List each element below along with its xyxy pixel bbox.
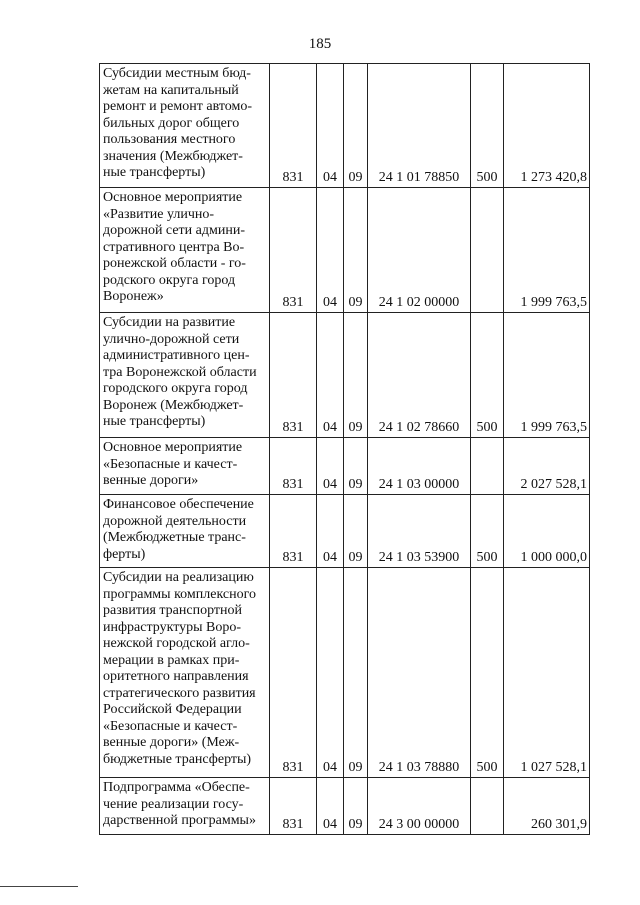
table-row: [100, 495, 590, 568]
subsection-code-cell: 09: [344, 64, 368, 188]
row-name-cell: Основное мероприятие «Развитие улично-дорожной сети админи-стративного центра Во-ронежской области - го-родского округа город Воронеж»: [100, 188, 270, 313]
target-article-cell: 24 3 00 00000: [368, 778, 471, 835]
subsection-code-cell: 09: [344, 568, 368, 778]
section-code-cell: 04: [317, 778, 344, 835]
target-article-cell: 24 1 03 00000: [368, 438, 471, 495]
amount-cell: 1 000 000,0: [504, 495, 590, 568]
amount-cell: 1 273 420,8: [504, 64, 590, 188]
amount-cell: 1 999 763,5: [504, 188, 590, 313]
ministry-code-cell: 831: [270, 778, 317, 835]
section-code-cell: 04: [317, 313, 344, 438]
expense-type-cell: 500: [471, 495, 504, 568]
row-name-cell: Финансовое обеспечение дорожной деятельности (Межбюджетные транс-ферты): [100, 495, 270, 568]
row-name-cell: Подпрограмма «Обеспе-чение реализации госу-дарственной программы»: [100, 778, 270, 835]
expense-type-cell: 500: [471, 64, 504, 188]
ministry-code-cell: 831: [270, 188, 317, 313]
footer-divider: [0, 886, 78, 887]
section-code-cell: 04: [317, 64, 344, 188]
target-article-cell: 24 1 02 78660: [368, 313, 471, 438]
target-article-cell: 24 1 02 00000: [368, 188, 471, 313]
amount-cell: 2 027 528,1: [504, 438, 590, 495]
table-row: [100, 778, 590, 835]
subsection-code-cell: 09: [344, 438, 368, 495]
subsection-code-cell: 09: [344, 313, 368, 438]
ministry-code-cell: 831: [270, 568, 317, 778]
table-row: [100, 568, 590, 778]
ministry-code-cell: 831: [270, 313, 317, 438]
expense-type-cell: [471, 438, 504, 495]
page-number: 185: [308, 36, 332, 52]
section-code-cell: 04: [317, 188, 344, 313]
row-name-cell: Основное мероприятие «Безопасные и качест-венные дороги»: [100, 438, 270, 495]
ministry-code-cell: 831: [270, 64, 317, 188]
row-name-cell: Субсидии на развитие улично-дорожной сети административного цен-тра Воронежской области городского округа город Воронеж (Межбюджет-ные трансферты): [100, 313, 270, 438]
section-code-cell: 04: [317, 495, 344, 568]
subsection-code-cell: 09: [344, 188, 368, 313]
ministry-code-cell: 831: [270, 495, 317, 568]
table-row: [100, 188, 590, 313]
expense-type-cell: 500: [471, 568, 504, 778]
target-article-cell: 24 1 01 78850: [368, 64, 471, 188]
row-name-cell: Субсидии местным бюд-жетам на капитальный ремонт и ремонт автомо-бильных дорог общего пользования местного значения (Межбюджет-ные трансферты): [100, 64, 270, 188]
row-name-cell: Субсидии на реализацию программы комплексного развития транспортной инфраструктуры Воро-нежской городской агло-мерации в рамках при-оритетного направления стратегического развития Российской Федерации «Безопасные и качест-венные дороги» (Меж-бюджетные трансферты): [100, 568, 270, 778]
target-article-cell: 24 1 03 78880: [368, 568, 471, 778]
section-code-cell: 04: [317, 568, 344, 778]
amount-cell: 1 027 528,1: [504, 568, 590, 778]
expense-type-cell: [471, 778, 504, 835]
target-article-cell: 24 1 03 53900: [368, 495, 471, 568]
budget-table: [99, 63, 590, 835]
expense-type-cell: [471, 188, 504, 313]
subsection-code-cell: 09: [344, 778, 368, 835]
section-code-cell: 04: [317, 438, 344, 495]
table-row: [100, 438, 590, 495]
expense-type-cell: 500: [471, 313, 504, 438]
amount-cell: 260 301,9: [504, 778, 590, 835]
table-row: [100, 64, 590, 188]
ministry-code-cell: 831: [270, 438, 317, 495]
amount-cell: 1 999 763,5: [504, 313, 590, 438]
subsection-code-cell: 09: [344, 495, 368, 568]
table-row: [100, 313, 590, 438]
